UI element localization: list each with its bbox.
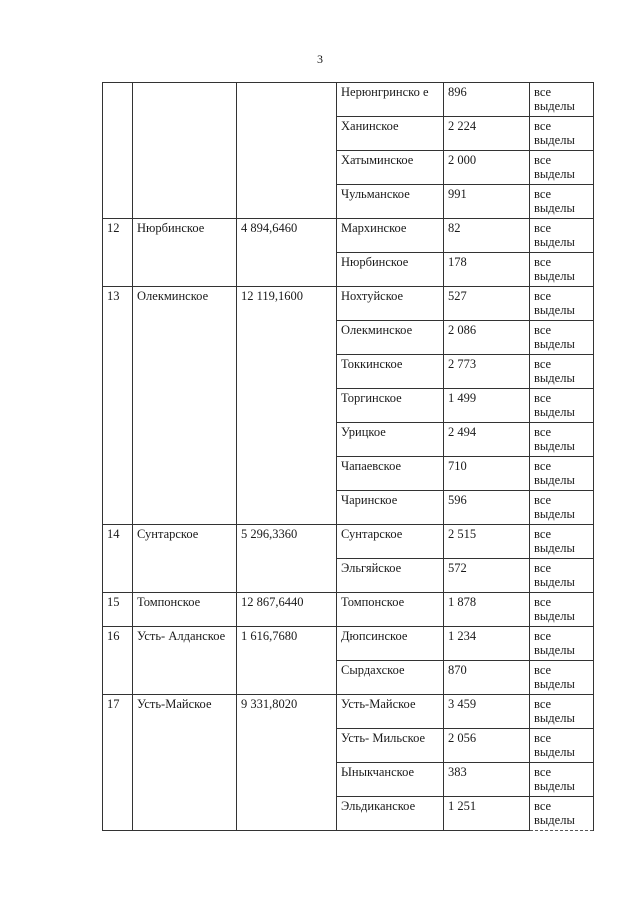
settlement-cell: Нохтуйское (337, 287, 444, 321)
value-cell: 1 234 (444, 627, 530, 661)
status-cell: все выделы (530, 287, 594, 321)
value-cell: 596 (444, 491, 530, 525)
value-cell: 2 000 (444, 151, 530, 185)
table-row (103, 287, 594, 321)
value-cell: 1 251 (444, 797, 530, 831)
status-cell: все выделы (530, 797, 594, 831)
settlement-cell: Томпонское (337, 593, 444, 627)
status-cell: все выделы (530, 763, 594, 797)
district-area-cell: 12 867,6440 (237, 593, 337, 627)
value-cell: 870 (444, 661, 530, 695)
value-cell: 2 515 (444, 525, 530, 559)
status-cell: все выделы (530, 185, 594, 219)
settlement-cell: Сунтарское (337, 525, 444, 559)
district-number-cell: 17 (103, 695, 133, 831)
settlement-cell: Нюрбинское (337, 253, 444, 287)
district-name-cell: Сунтарское (133, 525, 237, 593)
status-cell: все выделы (530, 593, 594, 627)
value-cell: 710 (444, 457, 530, 491)
value-cell: 2 494 (444, 423, 530, 457)
status-cell: все выделы (530, 729, 594, 763)
district-name-cell: Усть-Майское (133, 695, 237, 831)
table-row (103, 695, 594, 729)
district-area-cell: 1 616,7680 (237, 627, 337, 695)
status-cell: все выделы (530, 661, 594, 695)
status-cell: все выделы (530, 321, 594, 355)
allocation-table (102, 82, 594, 831)
settlement-cell: Дюпсинское (337, 627, 444, 661)
status-cell: все выделы (530, 219, 594, 253)
status-cell: все выделы (530, 457, 594, 491)
table-row (103, 593, 594, 627)
settlement-cell: Чульманское (337, 185, 444, 219)
district-area-cell: 4 894,6460 (237, 219, 337, 287)
settlement-cell: Сырдахское (337, 661, 444, 695)
status-cell: все выделы (530, 389, 594, 423)
settlement-cell: Мархинское (337, 219, 444, 253)
value-cell: 896 (444, 83, 530, 117)
settlement-cell: Ханинское (337, 117, 444, 151)
district-area-cell: 12 119,1600 (237, 287, 337, 525)
settlement-cell: Нерюнгринско е (337, 83, 444, 117)
status-cell: все выделы (530, 151, 594, 185)
status-cell: все выделы (530, 695, 594, 729)
value-cell: 383 (444, 763, 530, 797)
status-cell: все выделы (530, 525, 594, 559)
settlement-cell: Эльгяйское (337, 559, 444, 593)
status-cell: все выделы (530, 423, 594, 457)
value-cell: 3 459 (444, 695, 530, 729)
district-area-cell: 5 296,3360 (237, 525, 337, 593)
district-name-cell: Нюрбинское (133, 219, 237, 287)
district-name-cell: Олекминское (133, 287, 237, 525)
status-cell: все выделы (530, 253, 594, 287)
district-number-cell (103, 83, 133, 219)
settlement-cell: Усть- Мильское (337, 729, 444, 763)
value-cell: 1 878 (444, 593, 530, 627)
district-name-cell (133, 83, 237, 219)
table-body (103, 83, 594, 831)
page-number: 3 (317, 52, 323, 66)
table-row (103, 525, 594, 559)
value-cell: 82 (444, 219, 530, 253)
value-cell: 2 773 (444, 355, 530, 389)
status-cell: все выделы (530, 355, 594, 389)
table-row (103, 83, 594, 117)
value-cell: 527 (444, 287, 530, 321)
value-cell: 1 499 (444, 389, 530, 423)
district-number-cell: 13 (103, 287, 133, 525)
settlement-cell: Урицкое (337, 423, 444, 457)
district-number-cell: 14 (103, 525, 133, 593)
district-name-cell: Томпонское (133, 593, 237, 627)
status-cell: все выделы (530, 117, 594, 151)
value-cell: 178 (444, 253, 530, 287)
status-cell: все выделы (530, 491, 594, 525)
district-name-cell: Усть- Алданское (133, 627, 237, 695)
status-cell: все выделы (530, 559, 594, 593)
district-number-cell: 15 (103, 593, 133, 627)
value-cell: 572 (444, 559, 530, 593)
district-number-cell: 12 (103, 219, 133, 287)
value-cell: 2 086 (444, 321, 530, 355)
settlement-cell: Ыныкчанское (337, 763, 444, 797)
settlement-cell: Усть-Майское (337, 695, 444, 729)
settlement-cell: Эльдиканское (337, 797, 444, 831)
settlement-cell: Олекминское (337, 321, 444, 355)
table-row (103, 627, 594, 661)
settlement-cell: Чапаевское (337, 457, 444, 491)
value-cell: 991 (444, 185, 530, 219)
status-cell: все выделы (530, 627, 594, 661)
value-cell: 2 224 (444, 117, 530, 151)
settlement-cell: Хатыминское (337, 151, 444, 185)
table-row (103, 219, 594, 253)
settlement-cell: Чаринское (337, 491, 444, 525)
value-cell: 2 056 (444, 729, 530, 763)
district-number-cell: 16 (103, 627, 133, 695)
district-area-cell: 9 331,8020 (237, 695, 337, 831)
district-area-cell (237, 83, 337, 219)
status-cell: все выделы (530, 83, 594, 117)
settlement-cell: Токкинское (337, 355, 444, 389)
settlement-cell: Торгинское (337, 389, 444, 423)
